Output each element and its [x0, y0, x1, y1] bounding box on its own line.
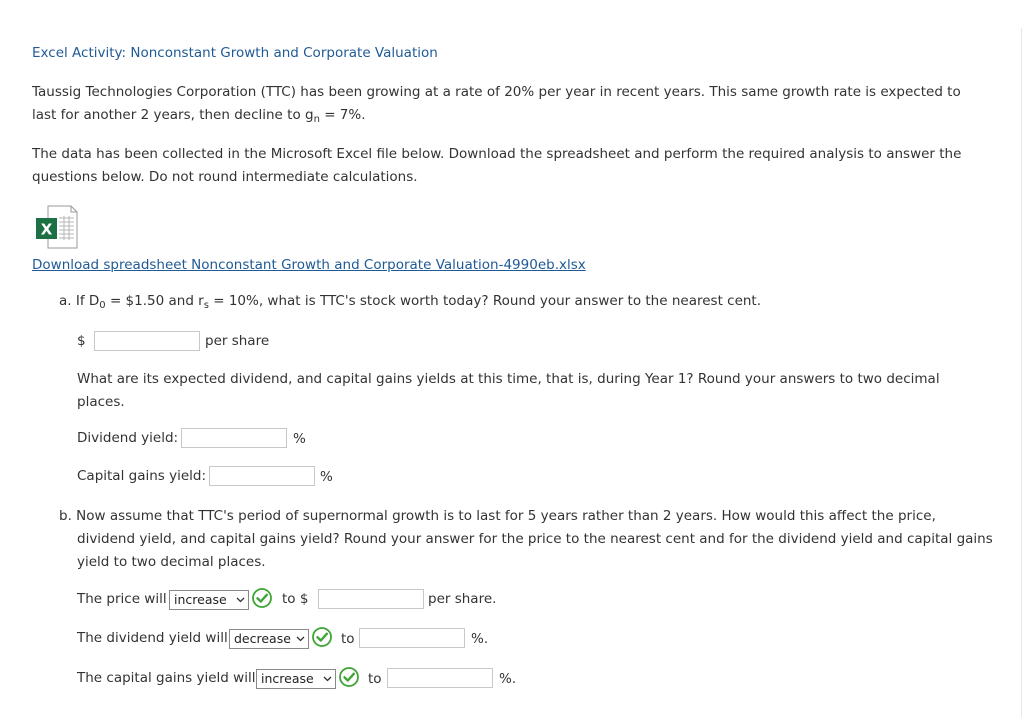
- price-will-label: The price will: [77, 591, 167, 607]
- price-direction-value: increase: [174, 592, 227, 607]
- right-border-rule: [1021, 28, 1022, 717]
- capital-gains-percent-sign: %: [320, 469, 333, 485]
- yields-question-line-2: places.: [77, 394, 125, 410]
- new-price-input[interactable]: [318, 589, 424, 609]
- capital-gains-yield-input[interactable]: [209, 466, 315, 486]
- activity-title: Excel Activity: Nonconstant Growth and Corporate Valuation: [32, 45, 438, 61]
- part-a-question: a. If $D_0$ = $1.50 and $r_s = 10\%$, what is TTC's stock worth today? Round your answer to the nearest cent.: [59, 293, 762, 311]
- svg-text:X: X: [40, 220, 53, 239]
- per-share-label: per share: [205, 333, 270, 349]
- price-direction-select[interactable]: [169, 590, 249, 610]
- new-capital-gains-yield-input[interactable]: [387, 668, 493, 688]
- dividend-direction-value: decrease: [234, 631, 291, 646]
- capital-gains-yield-label: Capital gains yield:: [77, 468, 207, 484]
- capital-gains-direction-select[interactable]: [256, 669, 336, 689]
- part-b-line-1: b. Now assume that TTC's period of supernormal growth is to last for 5 years rather than 2 years. How would this affect the price,: [59, 508, 936, 524]
- currency-symbol: $: [77, 333, 86, 349]
- correct-check-icon: [312, 627, 332, 647]
- part-b-question: [59, 505, 993, 574]
- yields-question-line-1: What are its expected dividend, and capital gains yields at this time, that is, during Year 1? Round your answers to two decimal: [77, 371, 940, 387]
- chevron-down-icon: [236, 595, 245, 604]
- yields-question: [77, 368, 940, 414]
- part-b-line-2: dividend yield, and capital gains yield? Round your answer for the price to the nearest cent and for the dividend yield and capital gains: [77, 531, 993, 547]
- dividend-percent-suffix: %.: [471, 631, 489, 647]
- new-dividend-yield-input[interactable]: [359, 628, 465, 648]
- chevron-down-icon: [323, 674, 332, 683]
- intro-line-2: last for another 2 years, then decline to $g_n = 7\%$.: [32, 107, 366, 125]
- part-b-line-3: yield to two decimal places.: [77, 554, 266, 570]
- data-note-line-2: questions below. Do not round intermediate calculations.: [32, 169, 418, 185]
- capital-gains-direction-value: increase: [261, 671, 314, 686]
- intro-line-1: Taussig Technologies Corporation (TTC) has been growing at a rate of 20% per year in recent years. This same growth rate is expected to: [32, 84, 961, 100]
- dividend-yield-input[interactable]: [181, 428, 287, 448]
- correct-check-icon: [339, 667, 359, 687]
- dividend-percent-sign: %: [293, 431, 306, 447]
- capital-gains-percent-suffix: %.: [499, 671, 517, 687]
- stock-price-input[interactable]: [94, 331, 200, 351]
- data-note-paragraph: [32, 143, 961, 189]
- per-share-suffix: per share.: [428, 591, 497, 607]
- correct-check-icon: [252, 588, 272, 608]
- excel-file-icon[interactable]: [35, 204, 79, 250]
- data-note-line-1: The data has been collected in the Microsoft Excel file below. Download the spreadsheet and perform the required analysis to answer the: [32, 146, 962, 162]
- dividend-yield-will-label: The dividend yield will: [77, 630, 228, 646]
- capital-gains-will-label: The capital gains yield will: [77, 670, 256, 686]
- price-to-label: to $: [282, 591, 309, 607]
- dividend-yield-label: Dividend yield:: [77, 430, 179, 446]
- dividend-direction-select[interactable]: [229, 629, 309, 649]
- dividend-to-label: to: [341, 631, 355, 647]
- chevron-down-icon: [296, 634, 305, 643]
- intro-paragraph: [32, 81, 961, 127]
- download-spreadsheet-link[interactable]: Download spreadsheet Nonconstant Growth and Corporate Valuation-4990eb.xlsx: [32, 257, 586, 273]
- capital-gains-to-label: to: [368, 671, 382, 687]
